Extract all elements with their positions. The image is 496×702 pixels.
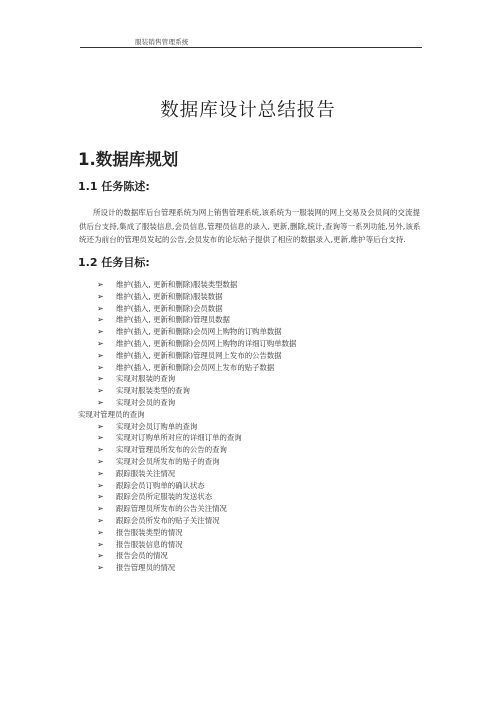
list-item-text: 跟踪服装关注情况 bbox=[116, 468, 176, 478]
arrowhead-bullet-icon: ➢ bbox=[97, 362, 104, 372]
list-item bbox=[78, 468, 296, 480]
header-divider bbox=[80, 47, 422, 48]
list-item-text: 报告会员的情况 bbox=[116, 551, 168, 561]
list-item bbox=[78, 539, 296, 551]
list-item bbox=[78, 444, 296, 456]
list-item bbox=[78, 480, 296, 492]
arrowhead-bullet-icon: ➢ bbox=[97, 303, 104, 313]
arrowhead-bullet-icon: ➢ bbox=[97, 563, 104, 573]
list-item bbox=[78, 373, 296, 385]
section-heading-1: 1.数据库规划 bbox=[78, 150, 179, 169]
list-item bbox=[78, 350, 296, 362]
list-item bbox=[78, 338, 296, 350]
list-item-text: 实现对会员的查询 bbox=[116, 397, 176, 407]
list-item bbox=[78, 385, 296, 397]
list-item bbox=[78, 409, 296, 421]
arrowhead-bullet-icon: ➢ bbox=[97, 350, 104, 360]
arrowhead-bullet-icon: ➢ bbox=[97, 315, 104, 325]
arrowhead-bullet-icon: ➢ bbox=[97, 515, 104, 525]
list-item bbox=[78, 326, 296, 338]
list-item-text: 维护(插入, 更新和删除)服装数据 bbox=[116, 291, 223, 301]
list-item-text: 跟踪管理员所发布的公告关注情况 bbox=[116, 504, 227, 514]
list-item bbox=[78, 562, 296, 574]
list-item-text: 维护(插入, 更新和删除)会员数据 bbox=[116, 303, 223, 313]
list-item-text: 跟踪会员订购单的确认状态 bbox=[116, 480, 205, 490]
list-item bbox=[78, 515, 296, 527]
running-header: 服装销售管理系统 bbox=[135, 38, 189, 46]
arrowhead-bullet-icon: ➢ bbox=[97, 492, 104, 502]
list-item bbox=[78, 456, 296, 468]
subsection-heading-1-2: 1.2 任务目标: bbox=[78, 256, 150, 269]
list-item-text: 维护(插入, 更新和删除)管理员数据 bbox=[116, 315, 230, 325]
task-goal-list bbox=[78, 279, 296, 574]
list-item-text: 跟踪会员所定服装的发送状态 bbox=[116, 492, 213, 502]
subsection-heading-1-1: 1.1 任务陈述: bbox=[78, 180, 150, 193]
list-item bbox=[78, 491, 296, 503]
task-statement-paragraph: 所设计的数据库后台管理系统为网上销售管理系统,该系统为一服装网的网上交易及会员间的交流提供后台支持,集成了服装信息,会员信息,管理员信息的录入, 更新,删除,统计,查询等一系列功能,另外,该系统还为前台的管理员发起的公告,会员发布的论坛帖子提供了相应的数据录入,更新,维护等后台支持. bbox=[79, 208, 421, 245]
list-item-text: 维护(插入, 更新和删除)管理员网上发布的公告数据 bbox=[116, 350, 282, 360]
list-item bbox=[78, 432, 296, 444]
list-item-text: 跟踪会员所发布的贴子关注情况 bbox=[116, 515, 220, 525]
arrowhead-bullet-icon: ➢ bbox=[97, 291, 104, 301]
list-item bbox=[78, 503, 296, 515]
list-item-text: 报告服装信息的情况 bbox=[116, 539, 183, 549]
arrowhead-bullet-icon: ➢ bbox=[97, 280, 104, 289]
list-item bbox=[78, 397, 296, 409]
arrowhead-bullet-icon: ➢ bbox=[97, 539, 104, 549]
document-title: 数据库设计总结报告 bbox=[160, 100, 336, 121]
arrowhead-bullet-icon: ➢ bbox=[97, 504, 104, 514]
list-item-text: 维护(插入, 更新和删除)会员网上购物的详细订购单数据 bbox=[116, 338, 297, 348]
arrowhead-bullet-icon: ➢ bbox=[97, 527, 104, 537]
arrowhead-bullet-icon: ➢ bbox=[97, 433, 104, 443]
list-item-text: 实现对订购单所对应的详细订单的查询 bbox=[116, 433, 242, 443]
list-item bbox=[78, 279, 296, 291]
list-item bbox=[78, 303, 296, 315]
list-item-text: 实现对会员所发布的贴子的查询 bbox=[116, 456, 220, 466]
arrowhead-bullet-icon: ➢ bbox=[97, 551, 104, 561]
list-item bbox=[78, 314, 296, 326]
list-item-text: 实现对服装类型的查询 bbox=[116, 386, 190, 396]
list-item bbox=[78, 421, 296, 433]
arrowhead-bullet-icon: ➢ bbox=[97, 374, 104, 384]
list-item-text: 实现对管理员所发布的公告的查询 bbox=[116, 445, 227, 455]
arrowhead-bullet-icon: ➢ bbox=[97, 327, 104, 337]
list-item-text: 实现对服装的查询 bbox=[116, 374, 176, 384]
arrowhead-bullet-icon: ➢ bbox=[97, 338, 104, 348]
list-item-text: 维护(插入, 更新和删除)服装类型数据 bbox=[116, 280, 238, 289]
arrowhead-bullet-icon: ➢ bbox=[97, 456, 104, 466]
arrowhead-bullet-icon: ➢ bbox=[97, 480, 104, 490]
list-item-text: 报告管理员的情况 bbox=[116, 563, 176, 573]
list-item bbox=[78, 291, 296, 303]
arrowhead-bullet-icon: ➢ bbox=[97, 397, 104, 407]
list-item-text: 实现对管理员的查询 bbox=[78, 409, 145, 419]
arrowhead-bullet-icon: ➢ bbox=[97, 421, 104, 431]
arrowhead-bullet-icon: ➢ bbox=[97, 445, 104, 455]
list-item-text: 维护(插入, 更新和删除)会员网上购物的订购单数据 bbox=[116, 327, 282, 337]
arrowhead-bullet-icon: ➢ bbox=[97, 468, 104, 478]
list-item-text: 实现对会员订购单的查询 bbox=[116, 421, 198, 431]
list-item bbox=[78, 550, 296, 562]
list-item bbox=[78, 362, 296, 374]
list-item bbox=[78, 527, 296, 539]
list-item-text: 维护(插入, 更新和删除)会员网上发布的贴子数据 bbox=[116, 362, 275, 372]
list-item-text: 报告服装类型的情况 bbox=[116, 527, 183, 537]
arrowhead-bullet-icon: ➢ bbox=[97, 386, 104, 396]
